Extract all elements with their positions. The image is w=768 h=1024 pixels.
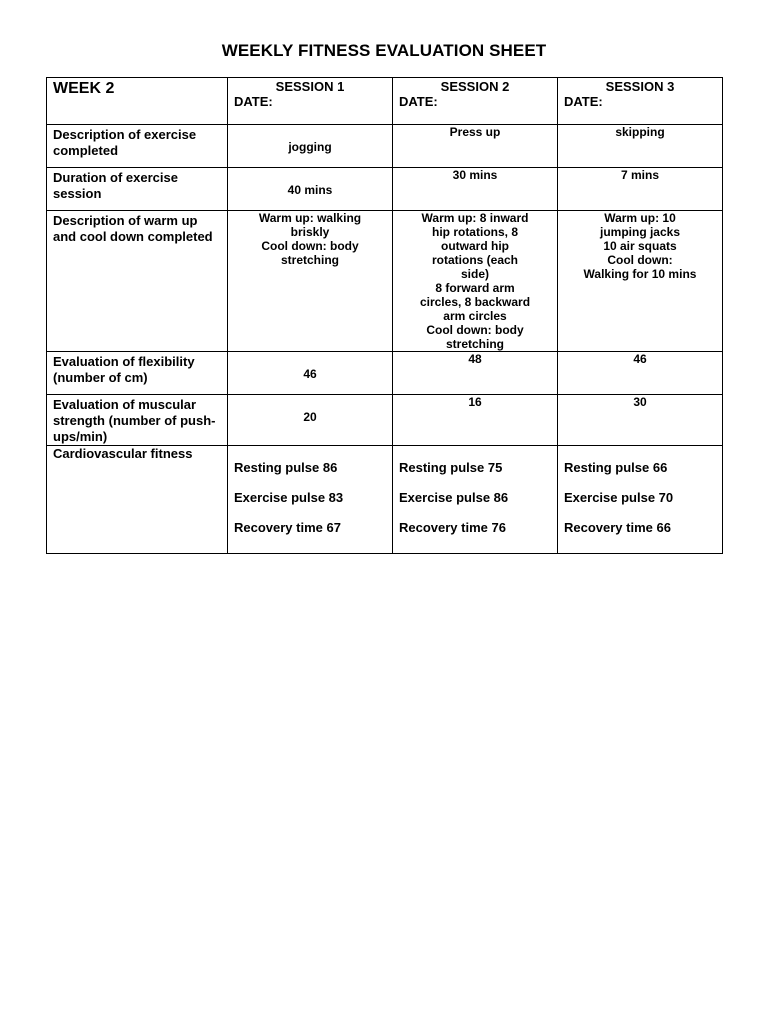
table-row [47,125,723,168]
session-3-header [558,78,723,125]
warmup-line: 10 air squats [603,239,677,253]
session-1-date: DATE: [234,94,273,109]
duration-session-2: 30 mins [452,168,498,182]
cardio-session-1 [228,446,392,535]
recovery-time: Recovery time 67 [234,520,341,535]
warmup-line: circles, 8 backward [419,295,531,309]
warmup-session-3 [558,211,722,281]
recovery-time: Recovery time 66 [564,520,671,535]
session-3-date: DATE: [564,94,603,109]
session-2-name: SESSION 2 [440,79,510,94]
recovery-time: Recovery time 76 [399,520,506,535]
strength-session-2: 16 [468,395,482,409]
flexibility-session-1: 46 [303,367,317,381]
warmup-line: stretching [445,337,504,351]
warmup-line: outward hip [441,239,509,253]
exercise-pulse: Exercise pulse 86 [399,490,509,505]
warmup-line: Warm up: walking [258,211,362,225]
description-session-2: Press up [449,125,501,139]
evaluation-table [46,77,723,554]
warmup-line: hip rotations, 8 [431,225,518,239]
row-label-description: Description of exercise completed [53,127,197,158]
cardio-session-3 [558,446,722,535]
page-title: WEEKLY FITNESS EVALUATION SHEET [221,41,547,60]
table-row [47,211,723,352]
row-label-strength: Evaluation of muscular strength (number of push- ups/min) [53,397,216,444]
warmup-line: Walking for 10 mins [583,267,697,281]
row-label-duration: Duration of exercise session [53,170,178,201]
session-1-header [228,78,393,125]
table-row [47,352,723,395]
cardio-session-2 [393,446,557,535]
exercise-pulse: Exercise pulse 83 [234,490,344,505]
table-row [47,395,723,446]
resting-pulse: Resting pulse 75 [399,460,503,475]
table-row [47,168,723,211]
warmup-line: Warm up: 8 inward [421,211,529,225]
warmup-line: Warm up: 10 [604,211,676,225]
strength-session-1: 20 [303,410,317,424]
warmup-line: Cool down: [607,253,673,267]
header-row [47,78,723,125]
week-cell [47,78,228,125]
warmup-line: jumping jacks [599,225,681,239]
warmup-session-1 [228,211,392,267]
duration-session-3: 7 mins [620,168,659,182]
strength-session-3: 30 [633,395,647,409]
resting-pulse: Resting pulse 86 [234,460,338,475]
warmup-line: briskly [290,225,330,239]
warmup-line: rotations (each [431,253,518,267]
warmup-line: 8 forward arm [435,281,515,295]
exercise-pulse: Exercise pulse 70 [564,490,674,505]
warmup-line: stretching [280,253,339,267]
row-label-flexibility: Evaluation of flexibility (number of cm) [53,354,195,385]
session-1-name: SESSION 1 [275,79,345,94]
warmup-line: arm circles [443,309,507,323]
resting-pulse: Resting pulse 66 [564,460,668,475]
session-2-header [393,78,558,125]
description-session-1: jogging [288,140,332,154]
flexibility-session-2: 48 [468,352,482,366]
warmup-line: Cool down: body [261,239,359,253]
row-label-warmup: Description of warm up and cool down completed [53,213,213,244]
warmup-line: side) [460,267,489,281]
row-label-cardio: Cardiovascular fitness [53,446,193,461]
session-3-name: SESSION 3 [605,79,675,94]
session-2-date: DATE: [399,94,438,109]
week-label: WEEK 2 [53,80,115,97]
duration-session-1: 40 mins [287,183,333,197]
description-session-3: skipping [615,125,665,139]
warmup-session-2 [393,211,557,351]
warmup-line: Cool down: body [426,323,524,337]
flexibility-session-3: 46 [633,352,647,366]
table-row [47,446,723,554]
